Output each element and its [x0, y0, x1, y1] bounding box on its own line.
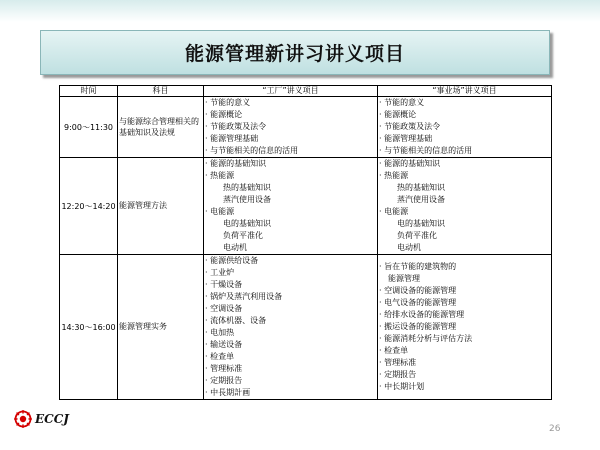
list-item: · 锅炉及蒸汽利用设备: [205, 292, 283, 301]
business-items-cell: [378, 97, 552, 158]
list-item: · 定期报告: [205, 376, 243, 385]
eccj-logo: [14, 410, 69, 428]
page-title: 能源管理新讲习讲义项目: [184, 43, 405, 65]
list-item: · 能源概论: [379, 110, 417, 119]
lecture-table: [59, 85, 552, 400]
list-item: · 空调设备的能源管理: [379, 286, 457, 295]
list-item: · 干燥设备: [205, 280, 243, 289]
table-row: [60, 255, 552, 400]
list-item: · 节能的意义: [379, 98, 425, 107]
list-item: · 管理标准: [379, 358, 417, 367]
list-item: 负荷平准化: [397, 231, 437, 240]
subject-cell: 能源管理方法: [118, 158, 204, 255]
header-factory: “工厂”讲义项目: [204, 86, 378, 97]
time-cell: 9:00～11:30: [60, 97, 118, 158]
list-item: · 电加热: [205, 328, 235, 337]
list-item: 热的基础知识: [223, 183, 271, 192]
list-item: 负荷平准化: [223, 231, 263, 240]
header-subject: 科目: [118, 86, 204, 97]
list-item: 电动机: [223, 243, 247, 252]
list-item: · 定期报告: [379, 370, 417, 379]
list-item: · 工业炉: [205, 268, 235, 277]
list-item: 热的基础知识: [397, 183, 445, 192]
list-item: · 能源的基础知识: [379, 159, 441, 168]
list-item: · 搬运设备的能源管理: [379, 322, 457, 331]
list-item: 蒸汽使用设备: [223, 195, 271, 204]
title-box: [40, 30, 550, 75]
list-item: · 电能源: [379, 207, 409, 216]
list-item: 能源管理: [388, 274, 420, 283]
header-time: 时间: [60, 86, 118, 97]
list-item: · 能源供给设备: [205, 256, 259, 265]
list-item: · 与节能相关的信息的活用: [379, 146, 473, 155]
top-decorative-band: [0, 0, 600, 22]
business-items-cell: [378, 255, 552, 400]
list-item: · 流体机器、设备: [205, 316, 267, 325]
table-row: [60, 97, 552, 158]
list-item: · 能源的基础知识: [205, 159, 267, 168]
list-item: · 电气设备的能源管理: [379, 298, 457, 307]
eccj-emblem-icon: [14, 410, 32, 428]
factory-items-cell: [204, 158, 378, 255]
list-item: · 能源消耗分析与评估方法: [379, 334, 473, 343]
header-business: “事业场”讲义项目: [378, 86, 552, 97]
time-cell: 12:20～14:20: [60, 158, 118, 255]
list-item: · 旨在节能的建筑物的: [379, 262, 457, 271]
subject-cell: 与能源综合管理相关的基础知识及法规: [118, 97, 204, 158]
page-number: 26: [549, 424, 561, 434]
list-item: 电动机: [397, 243, 421, 252]
table-row: [60, 158, 552, 255]
list-item: · 给排水设备的能源管理: [379, 310, 465, 319]
list-item: · 能源管理基础: [379, 134, 433, 143]
list-item: · 中长期计划: [379, 382, 425, 391]
list-item: · 检查单: [379, 346, 409, 355]
table-header-row: [60, 86, 552, 97]
subject-cell: 能源管理实务: [118, 255, 204, 400]
list-item: 电的基础知识: [223, 219, 271, 228]
list-item: · 能源管理基础: [205, 134, 259, 143]
list-item: · 节能政策及法令: [205, 122, 267, 131]
factory-items-cell: [204, 255, 378, 400]
list-item: · 节能的意义: [205, 98, 251, 107]
list-item: · 管理标准: [205, 364, 243, 373]
time-cell: 14:30～16:00: [60, 255, 118, 400]
list-item: 蒸汽使用设备: [397, 195, 445, 204]
factory-items-cell: [204, 97, 378, 158]
list-item: 电的基础知识: [397, 219, 445, 228]
list-item: · 热能源: [379, 171, 409, 180]
list-item: · 检查单: [205, 352, 235, 361]
logo-text: ECCJ: [35, 412, 69, 426]
list-item: · 与节能相关的信息的活用: [205, 146, 299, 155]
list-item: · 电能源: [205, 207, 235, 216]
list-item: · 中長期計画: [205, 388, 251, 397]
list-item: · 能源概论: [205, 110, 243, 119]
list-item: · 热能源: [205, 171, 235, 180]
business-items-cell: [378, 158, 552, 255]
list-item: · 输送设备: [205, 340, 243, 349]
list-item: · 节能政策及法令: [379, 122, 441, 131]
list-item: · 空调设备: [205, 304, 243, 313]
